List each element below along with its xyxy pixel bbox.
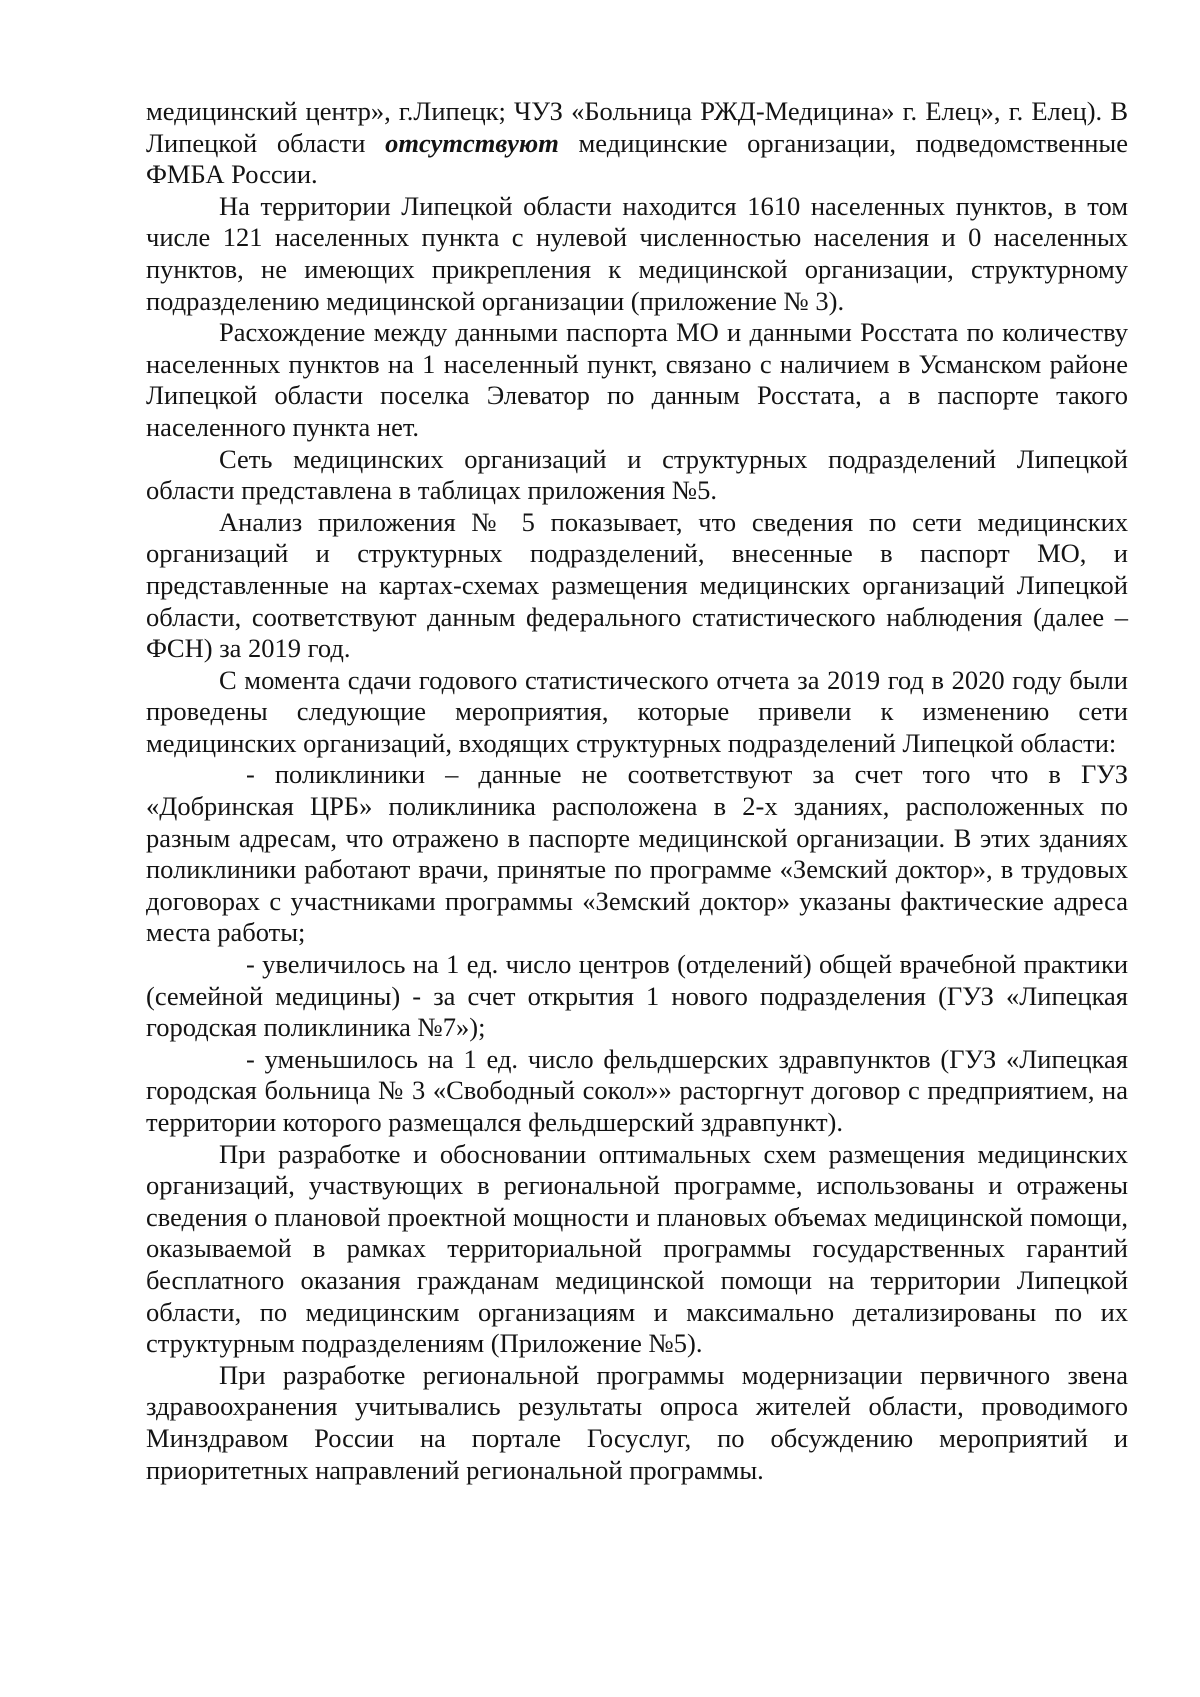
emphasized-word: отсутствуют	[385, 127, 559, 158]
paragraph-network: Сеть медицинских организаций и структурных подразделений Липецкой области представлена в таблицах приложения №5.	[146, 443, 1128, 506]
paragraph-settlements: На территории Липецкой области находится 1610 населенных пунктов, в том числе 121 населенных пункта с нулевой численностью населения и 0 населенных пунктов, не имеющих прикрепления к медицинской организации, структурному подразделению медицинской организации (приложение № 3).	[146, 190, 1128, 316]
paragraph-analysis: Анализ приложения № 5 показывает, что сведения по сети медицинских организаций и структурных подразделений, внесенные в паспорт МО, и представленные на картах-схемах размещения медицинских организаций Липецкой области, соответствуют данным федерального статистического наблюдения (далее – ФСН) за 2019 год.	[146, 506, 1128, 664]
list-item: - увеличилось на 1 ед. число центров (отделений) общей врачебной практики (семейной медицины) - за счет открытия 1 нового подразделения (ГУЗ «Липецкая городская поликлиника №7»);	[146, 949, 1128, 1043]
paragraph-discrepancy: Расхождение между данными паспорта МО и данными Росстата по количеству населенных пунктов на 1 населенный пункт, связано с наличием в Усманском районе Липецкой области поселка Элеватор по данным Росстата, а в паспорте такого населенного пункта нет.	[146, 317, 1128, 442]
paragraph-text: медицинские организации, подведомственные ФМБА России.	[146, 127, 1128, 190]
paragraph-development: При разработке и обосновании оптимальных схем размещения медицинских организаций, участвующих в региональной программе, использованы и отражены сведения о плановой проектной мощности и плановых объемах медицинской помощи, оказываемой в рамках территориальной программы государственных гарантий бесплатного оказания гражданам медицинской помощи на территории Липецкой области, по медицинским организациям и максимально детализированы по их структурным подразделениям (Приложение №5).	[146, 1138, 1128, 1359]
paragraph-text: медицинский центр», г.Липецк; ЧУЗ «Больница РЖД-Медицина» г. Елец», г. Елец). В Липецкой области	[146, 96, 1128, 158]
document-body	[146, 96, 1128, 1486]
paragraph-survey: При разработке региональной программы модернизации первичного звена здравоохранения учитывались результаты опроса жителей области, проводимого Минздравом России на портале Госуслуг, по обсуждению мероприятий и приоритетных направлений региональной программы.	[146, 1359, 1128, 1485]
paragraph-measures: С момента сдачи годового статистического отчета за 2019 год в 2020 году были проведены следующие мероприятия, которые привели к изменению сети медицинских организаций, входящих структурных подразделений Липецкой области:	[146, 664, 1128, 758]
paragraph-continuation	[146, 96, 1128, 191]
list-item: - уменьшилось на 1 ед. число фельдшерских здравпунктов (ГУЗ «Липецкая городская больница № 3 «Свободный сокол»» расторгнут договор с предприятием, на территории которого размещался фельдшерский здравпункт).	[146, 1043, 1128, 1137]
list-item: - поликлиники – данные не соответствуют за счет того что в ГУЗ «Добринская ЦРБ» поликлиника расположена в 2-х зданиях, расположенных по разным адресам, что отражено в паспорте медицинской организации. В этих зданиях поликлиники работают врачи, принятые по программе «Земский доктор», в трудовых договорах с участниками программы «Земский доктор» указаны фактические адреса места работы;	[146, 759, 1128, 948]
